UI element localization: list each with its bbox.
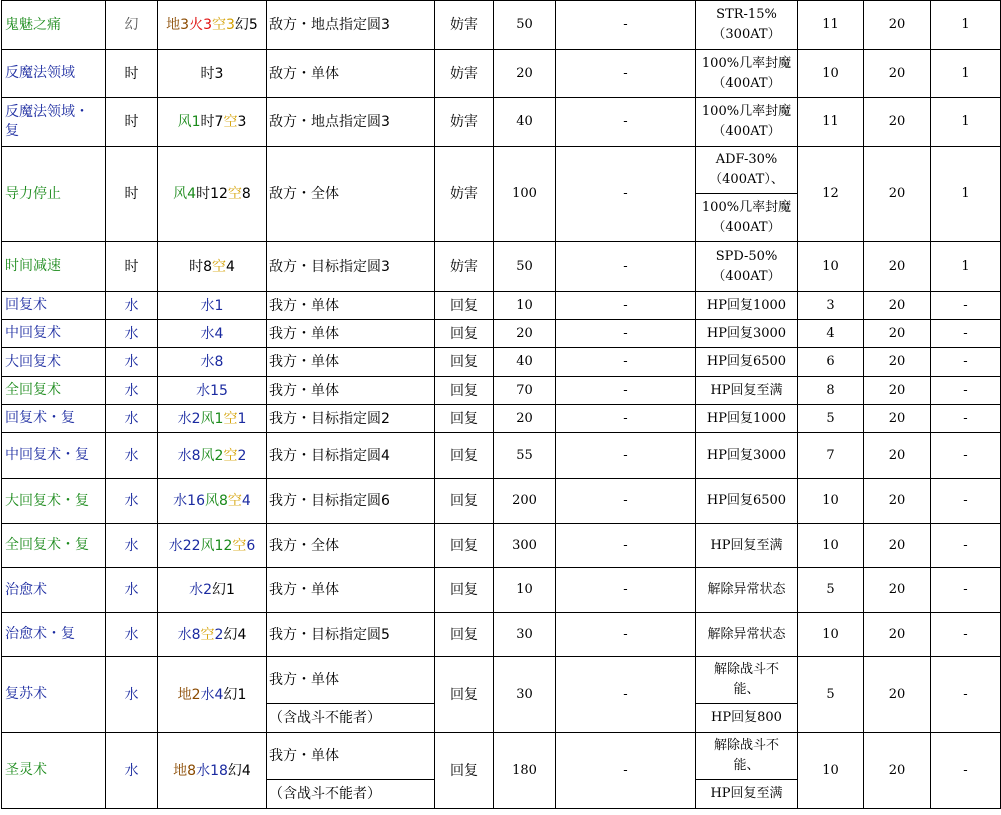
- art-ep: 12: [798, 147, 864, 242]
- art-element: 水: [106, 613, 158, 657]
- art-extra: -: [556, 377, 696, 405]
- art-type: 回复: [435, 348, 494, 377]
- art-cost: [158, 98, 267, 147]
- art-type: 回复: [435, 292, 494, 320]
- art-last: -: [931, 320, 1001, 348]
- art-delay: 20: [864, 479, 931, 524]
- art-name: 治愈术・复: [2, 613, 106, 657]
- art-type: 回复: [435, 568, 494, 613]
- art-target: 我方・单体: [267, 657, 435, 704]
- art-target: 敌方・单体: [267, 50, 435, 98]
- art-name: 反魔法领域: [2, 50, 106, 98]
- art-effect: 解除异常状态: [696, 568, 798, 613]
- art-power: 70: [494, 377, 556, 405]
- art-element: 水: [106, 405, 158, 433]
- cost-part: 3: [237, 114, 247, 130]
- cost-part: 3: [226, 17, 235, 33]
- art-name: 大回复术: [2, 348, 106, 377]
- table-row: [2, 377, 1001, 405]
- art-last: -: [931, 657, 1001, 733]
- art-effect: STR-15% （300AT）: [696, 1, 798, 50]
- table-row: [2, 657, 1001, 704]
- cost-part: 幻1: [212, 582, 235, 598]
- cost-part: 时7: [200, 114, 224, 130]
- art-name: 反魔法领域・ 复: [2, 98, 106, 147]
- art-delay: 20: [864, 98, 931, 147]
- art-effect: 解除战斗不 能、: [696, 733, 798, 780]
- art-extra: -: [556, 479, 696, 524]
- cost-part: 幻4: [227, 762, 251, 779]
- art-type: 回复: [435, 613, 494, 657]
- art-ep: 3: [798, 292, 864, 320]
- art-last: 1: [931, 98, 1001, 147]
- art-target: 我方・目标指定圆4: [267, 433, 435, 479]
- art-target: 我方・单体: [267, 348, 435, 377]
- art-effect: 100%几率封魔 （400AT）: [696, 98, 798, 147]
- cost-part: 水8: [177, 626, 201, 643]
- art-cost: [158, 320, 267, 348]
- cost-part: 水2: [189, 582, 212, 598]
- art-delay: 20: [864, 657, 931, 733]
- art-element: 时: [106, 147, 158, 242]
- art-last: -: [931, 405, 1001, 433]
- art-element: 水: [106, 568, 158, 613]
- art-type: 回复: [435, 524, 494, 568]
- art-type: 回复: [435, 433, 494, 479]
- art-delay: 20: [864, 320, 931, 348]
- art-target: 我方・单体: [267, 568, 435, 613]
- art-extra: -: [556, 433, 696, 479]
- art-extra: -: [556, 147, 696, 242]
- art-ep: 5: [798, 405, 864, 433]
- cost-part: 幻: [234, 17, 249, 33]
- cost-part: 风8: [204, 493, 228, 509]
- art-target: 敌方・地点指定圆3: [267, 98, 435, 147]
- cost-part: 风1: [200, 410, 224, 427]
- table-row: [2, 242, 1001, 292]
- cost-part: 风12: [200, 537, 233, 554]
- art-extra: -: [556, 320, 696, 348]
- cost-part: 空: [227, 493, 242, 509]
- table-row: [2, 147, 1001, 194]
- art-target: 我方・单体: [267, 377, 435, 405]
- art-delay: 20: [864, 1, 931, 50]
- cost-part: 时3: [200, 65, 224, 82]
- art-ep: 10: [798, 613, 864, 657]
- cost-part: 2: [237, 447, 247, 464]
- table-row: [2, 405, 1001, 433]
- art-effect: HP回复至满: [696, 524, 798, 568]
- art-delay: 20: [864, 147, 931, 242]
- art-cost: [158, 433, 267, 479]
- art-last: 1: [931, 1, 1001, 50]
- arts-table-body: [2, 1, 1001, 809]
- art-extra: -: [556, 292, 696, 320]
- cost-part: 1: [237, 410, 247, 427]
- cost-part: 空: [212, 258, 226, 275]
- cost-part: 风4: [173, 186, 197, 202]
- art-delay: 20: [864, 348, 931, 377]
- art-name: 导力停止: [2, 147, 106, 242]
- art-name: 圣灵术: [2, 733, 106, 809]
- arts-table: [1, 0, 1001, 809]
- art-cost: [158, 377, 267, 405]
- art-ep: 10: [798, 733, 864, 809]
- art-extra: -: [556, 242, 696, 292]
- art-effect-extra: HP回复800: [696, 704, 798, 733]
- art-cost: [158, 348, 267, 377]
- table-row: [2, 348, 1001, 377]
- art-name: 中回复术・复: [2, 433, 106, 479]
- art-element: 水: [106, 657, 158, 733]
- art-last: -: [931, 292, 1001, 320]
- art-delay: 20: [864, 50, 931, 98]
- art-effect: HP回复3000: [696, 320, 798, 348]
- art-ep: 10: [798, 524, 864, 568]
- cost-part: 3: [203, 17, 212, 33]
- art-extra: -: [556, 50, 696, 98]
- art-cost: [158, 657, 267, 733]
- art-delay: 20: [864, 613, 931, 657]
- art-name: 回复术・复: [2, 405, 106, 433]
- cost-part: 时12: [196, 186, 228, 202]
- art-power: 20: [494, 50, 556, 98]
- art-target-note: （含战斗不能者）: [267, 704, 435, 733]
- cost-part: 水1: [200, 297, 224, 314]
- art-delay: 20: [864, 733, 931, 809]
- art-effect-extra: HP回复至满: [696, 780, 798, 809]
- art-name: 时间减速: [2, 242, 106, 292]
- art-target: 敌方・全体: [267, 147, 435, 242]
- art-cost: [158, 147, 267, 242]
- art-target: 敌方・目标指定圆3: [267, 242, 435, 292]
- art-ep: 5: [798, 568, 864, 613]
- art-ep: 11: [798, 1, 864, 50]
- art-effect: HP回复6500: [696, 479, 798, 524]
- art-type: 回复: [435, 657, 494, 733]
- art-delay: 20: [864, 405, 931, 433]
- art-type: 妨害: [435, 50, 494, 98]
- art-extra: -: [556, 405, 696, 433]
- art-power: 10: [494, 568, 556, 613]
- cost-part: 地8: [173, 762, 197, 779]
- art-target-note: （含战斗不能者）: [267, 780, 435, 809]
- art-target: 我方・全体: [267, 524, 435, 568]
- cost-part: 3: [180, 17, 190, 33]
- cost-part: 6: [246, 537, 256, 554]
- art-element: 水: [106, 524, 158, 568]
- art-name: 全回复术・复: [2, 524, 106, 568]
- art-last: -: [931, 613, 1001, 657]
- art-extra: -: [556, 524, 696, 568]
- cost-part: 地2: [177, 686, 201, 703]
- art-last: -: [931, 568, 1001, 613]
- cost-part: 4: [226, 258, 235, 275]
- cost-part: 风2: [200, 447, 224, 464]
- art-type: 回复: [435, 320, 494, 348]
- art-type: 回复: [435, 479, 494, 524]
- art-last: 1: [931, 147, 1001, 242]
- table-row: [2, 1, 1001, 50]
- art-cost: [158, 405, 267, 433]
- art-power: 200: [494, 479, 556, 524]
- art-cost: [158, 242, 267, 292]
- cost-part: 空: [223, 114, 238, 130]
- cost-part: 空: [232, 537, 247, 554]
- art-power: 10: [494, 292, 556, 320]
- art-extra: -: [556, 613, 696, 657]
- art-extra: -: [556, 733, 696, 809]
- art-delay: 20: [864, 292, 931, 320]
- cost-part: 时8: [189, 258, 212, 275]
- art-element: 幻: [106, 1, 158, 50]
- cost-part: 空: [223, 410, 238, 427]
- art-effect: HP回复至满: [696, 377, 798, 405]
- art-delay: 20: [864, 242, 931, 292]
- cost-part: 水4: [200, 325, 224, 342]
- cost-part: 8: [241, 186, 251, 202]
- table-row: [2, 524, 1001, 568]
- art-last: 1: [931, 242, 1001, 292]
- art-ep: 10: [798, 479, 864, 524]
- art-type: 妨害: [435, 98, 494, 147]
- art-element: 水: [106, 479, 158, 524]
- art-cost: [158, 568, 267, 613]
- art-cost: [158, 50, 267, 98]
- cost-part: 4: [241, 493, 251, 509]
- art-extra: -: [556, 1, 696, 50]
- art-target: 我方・单体: [267, 733, 435, 780]
- art-extra: -: [556, 348, 696, 377]
- art-name: 回复术: [2, 292, 106, 320]
- art-power: 20: [494, 405, 556, 433]
- art-cost: [158, 292, 267, 320]
- art-element: 时: [106, 242, 158, 292]
- table-row: [2, 50, 1001, 98]
- art-element: 时: [106, 98, 158, 147]
- table-row: [2, 479, 1001, 524]
- table-row: [2, 433, 1001, 479]
- art-power: 55: [494, 433, 556, 479]
- art-effect: ADF-30% （400AT）、: [696, 147, 798, 194]
- art-delay: 20: [864, 524, 931, 568]
- art-extra: -: [556, 98, 696, 147]
- art-ep: 7: [798, 433, 864, 479]
- art-power: 30: [494, 657, 556, 733]
- table-row: [2, 292, 1001, 320]
- table-row: [2, 568, 1001, 613]
- art-power: 50: [494, 242, 556, 292]
- art-element: 时: [106, 50, 158, 98]
- art-name: 鬼魅之痛: [2, 1, 106, 50]
- table-row: [2, 733, 1001, 780]
- cost-part: 空: [227, 186, 242, 202]
- cost-part: 水2: [177, 410, 201, 427]
- art-element: 水: [106, 348, 158, 377]
- cost-part: 火: [189, 17, 204, 33]
- art-last: -: [931, 479, 1001, 524]
- art-type: 回复: [435, 733, 494, 809]
- art-effect: SPD-50% （400AT）: [696, 242, 798, 292]
- cost-part: 幻4: [223, 626, 247, 643]
- cost-part: 空: [223, 447, 238, 464]
- art-type: 妨害: [435, 242, 494, 292]
- art-element: 水: [106, 320, 158, 348]
- art-name: 全回复术: [2, 377, 106, 405]
- art-ep: 5: [798, 657, 864, 733]
- art-effect: 解除战斗不 能、: [696, 657, 798, 704]
- art-last: 1: [931, 50, 1001, 98]
- art-last: -: [931, 733, 1001, 809]
- art-extra: -: [556, 657, 696, 733]
- art-last: -: [931, 433, 1001, 479]
- art-element: 水: [106, 377, 158, 405]
- table-row: [2, 613, 1001, 657]
- art-target: 我方・目标指定圆2: [267, 405, 435, 433]
- cost-part: 空: [212, 17, 226, 33]
- art-ep: 4: [798, 320, 864, 348]
- art-power: 40: [494, 98, 556, 147]
- art-element: 水: [106, 292, 158, 320]
- art-power: 20: [494, 320, 556, 348]
- art-power: 180: [494, 733, 556, 809]
- art-ep: 6: [798, 348, 864, 377]
- cost-part: 风1: [177, 114, 201, 130]
- art-effect: 解除异常状态: [696, 613, 798, 657]
- art-power: 50: [494, 1, 556, 50]
- art-extra: -: [556, 568, 696, 613]
- art-ep: 11: [798, 98, 864, 147]
- art-last: -: [931, 524, 1001, 568]
- art-cost: [158, 613, 267, 657]
- art-effect: HP回复1000: [696, 292, 798, 320]
- art-power: 100: [494, 147, 556, 242]
- art-effect: HP回复6500: [696, 348, 798, 377]
- cost-part: 幻1: [223, 686, 247, 703]
- cost-part: 水15: [196, 382, 228, 399]
- art-cost: [158, 524, 267, 568]
- art-effect: HP回复3000: [696, 433, 798, 479]
- table-row: [2, 320, 1001, 348]
- art-element: 水: [106, 433, 158, 479]
- art-delay: 20: [864, 433, 931, 479]
- cost-part: 水22: [168, 537, 201, 554]
- cost-part: 水18: [196, 762, 228, 779]
- cost-part: 5: [248, 17, 258, 33]
- art-type: 回复: [435, 405, 494, 433]
- cost-part: 2: [214, 626, 224, 643]
- cost-part: 水4: [200, 686, 224, 703]
- art-delay: 20: [864, 568, 931, 613]
- art-type: 回复: [435, 377, 494, 405]
- art-cost: [158, 733, 267, 809]
- art-element: 水: [106, 733, 158, 809]
- cost-part: 空: [200, 626, 215, 643]
- art-ep: 10: [798, 50, 864, 98]
- art-ep: 10: [798, 242, 864, 292]
- art-effect: 100%几率封魔 （400AT）: [696, 50, 798, 98]
- art-target: 我方・单体: [267, 292, 435, 320]
- cost-part: 水8: [177, 447, 201, 464]
- art-delay: 20: [864, 377, 931, 405]
- art-target: 我方・单体: [267, 320, 435, 348]
- art-name: 中回复术: [2, 320, 106, 348]
- art-power: 300: [494, 524, 556, 568]
- art-effect-extra: 100%几率封魔 （400AT）: [696, 194, 798, 242]
- cost-part: 水8: [200, 354, 224, 370]
- art-power: 40: [494, 348, 556, 377]
- art-power: 30: [494, 613, 556, 657]
- cost-part: 地: [166, 17, 181, 33]
- art-cost: [158, 1, 267, 50]
- art-ep: 8: [798, 377, 864, 405]
- art-cost: [158, 479, 267, 524]
- cost-part: 水16: [173, 493, 205, 509]
- art-last: -: [931, 348, 1001, 377]
- art-type: 妨害: [435, 147, 494, 242]
- art-target: 敌方・地点指定圆3: [267, 1, 435, 50]
- art-name: 复苏术: [2, 657, 106, 733]
- art-type: 妨害: [435, 1, 494, 50]
- art-last: -: [931, 377, 1001, 405]
- art-name: 大回复术・复: [2, 479, 106, 524]
- art-target: 我方・目标指定圆5: [267, 613, 435, 657]
- art-target: 我方・目标指定圆6: [267, 479, 435, 524]
- art-effect: HP回复1000: [696, 405, 798, 433]
- table-row: [2, 98, 1001, 147]
- art-name: 治愈术: [2, 568, 106, 613]
